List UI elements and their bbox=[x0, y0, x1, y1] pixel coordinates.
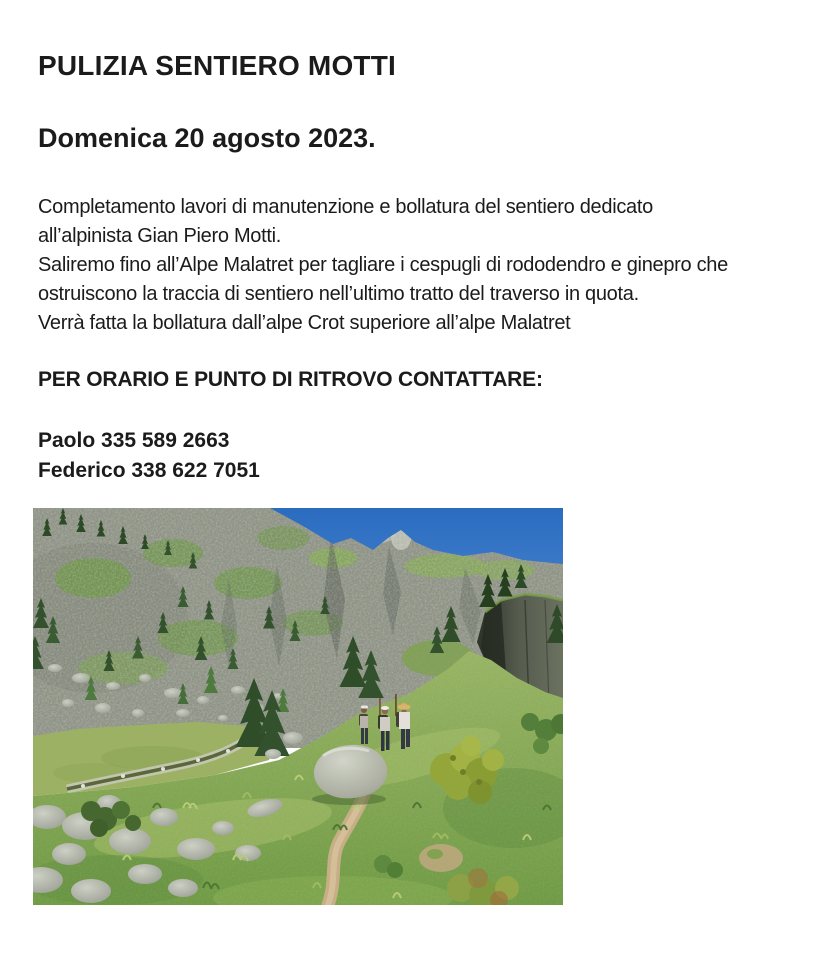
trail-boulder bbox=[312, 745, 387, 805]
description-line: ostruiscono la traccia di sentiero nell’ultimo tratto del traverso in quota. bbox=[38, 283, 639, 306]
description-line: all’alpinista Gian Piero Motti. bbox=[38, 225, 282, 248]
event-date-heading: Domenica 20 agosto 2023. bbox=[38, 123, 376, 154]
contact-list bbox=[38, 426, 798, 486]
page-title: PULIZIA SENTIERO MOTTI bbox=[38, 50, 397, 81]
alpine-trail-photo[interactable] bbox=[33, 508, 563, 905]
contact-federico: Federico 338 622 7051 bbox=[38, 459, 260, 483]
description-line: Completamento lavori di manutenzione e bollatura del sentiero dedicato bbox=[38, 196, 653, 219]
alpine-trail-photo-graphic bbox=[33, 508, 563, 905]
event-description bbox=[38, 193, 798, 338]
description-line: Verrà fatta la bollatura dall’alpe Crot superiore all’alpe Malatret bbox=[38, 312, 571, 335]
contact-paolo: Paolo 335 589 2663 bbox=[38, 429, 230, 453]
contact-heading: PER ORARIO E PUNTO DI RITROVO CONTATTARE: bbox=[38, 368, 543, 392]
description-line: Saliremo fino all’Alpe Malatret per tagliare i cespugli di rododendro e ginepro che bbox=[38, 254, 728, 277]
